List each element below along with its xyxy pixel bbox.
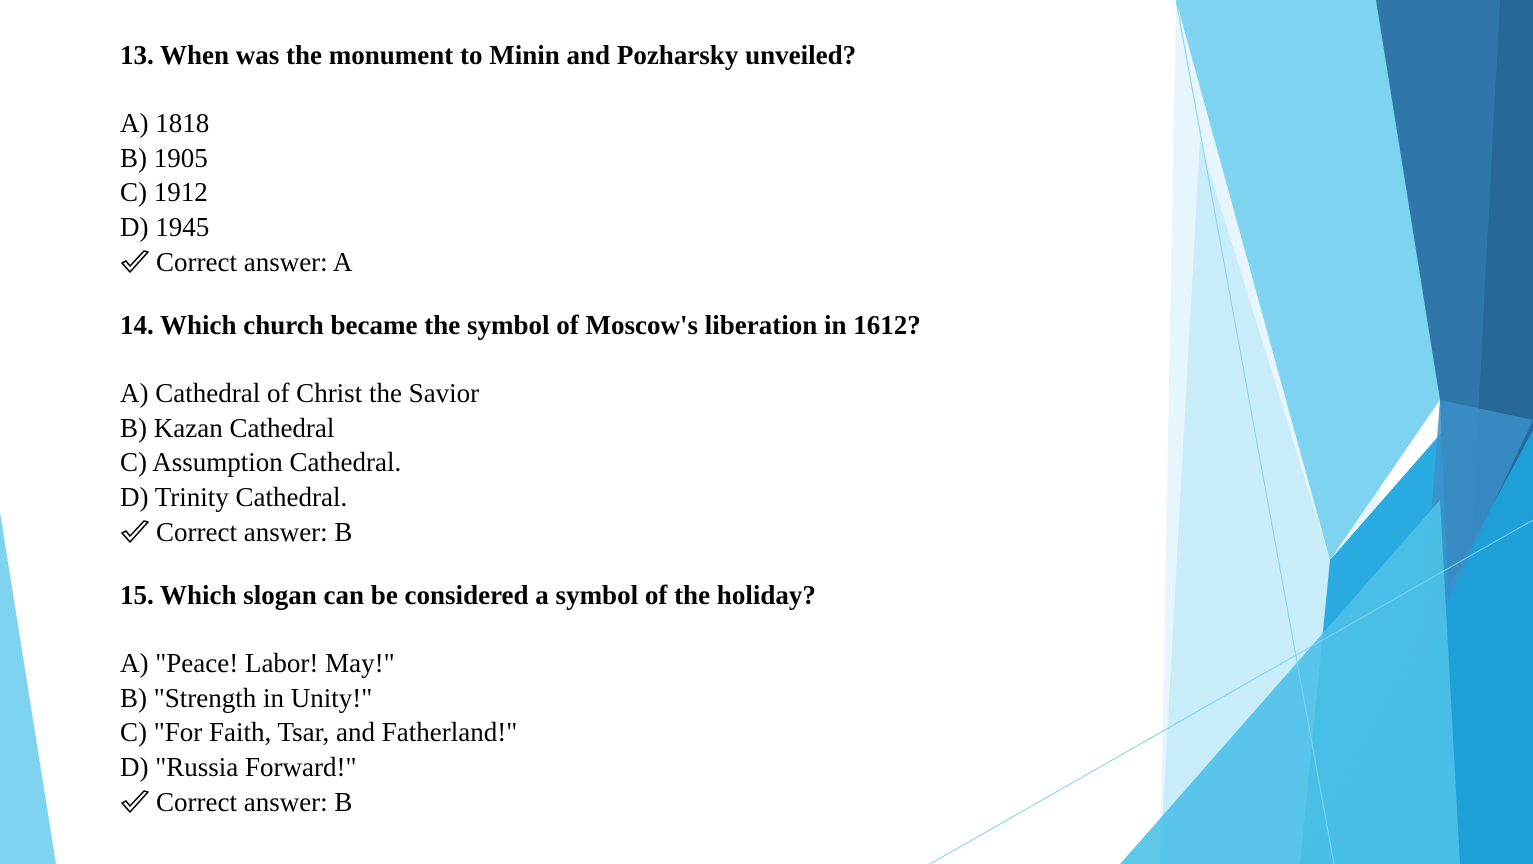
option-d: D) Trinity Cathedral. (120, 481, 348, 512)
correct-answer-text: Correct answer: B (156, 517, 353, 547)
options-list (120, 106, 1160, 244)
option-b: B) "Strength in Unity!" (120, 682, 373, 713)
checkmark-icon (120, 518, 150, 546)
option-a: A) "Peace! Labor! May!" (120, 648, 395, 678)
option-c: C) Assumption Cathedral. (120, 447, 402, 477)
question-15 (120, 576, 1160, 820)
option-c: C) "For Faith, Tsar, and Fatherland!" (120, 717, 518, 747)
correct-answer-text: Correct answer: B (156, 787, 353, 817)
option-b: B) Kazan Cathedral (120, 412, 335, 443)
correct-answer (120, 244, 1160, 280)
option-a: A) Cathedral of Christ the Savior (120, 378, 480, 408)
question-13 (120, 36, 1160, 280)
option-a: A) 1818 (120, 108, 210, 138)
correct-answer (120, 514, 1160, 550)
option-d: D) "Russia Forward!" (120, 751, 357, 782)
question-title: 13. When was the monument to Minin and Pozharsky unveiled? (120, 40, 857, 70)
option-b: B) 1905 (120, 142, 208, 173)
options-list (120, 646, 1160, 784)
quiz-content (120, 36, 1160, 820)
option-c: C) 1912 (120, 177, 208, 207)
question-title: 15. Which slogan can be considered a symbol of the holiday? (120, 580, 816, 610)
correct-answer (120, 784, 1160, 820)
correct-answer-text: Correct answer: A (156, 247, 353, 277)
left-accent-shape (0, 512, 56, 864)
checkmark-icon (120, 788, 150, 816)
options-list (120, 376, 1160, 514)
option-d: D) 1945 (120, 211, 210, 242)
question-title: 14. Which church became the symbol of Moscow's liberation in 1612? (120, 310, 921, 340)
question-14 (120, 306, 1160, 550)
checkmark-icon (120, 248, 150, 276)
